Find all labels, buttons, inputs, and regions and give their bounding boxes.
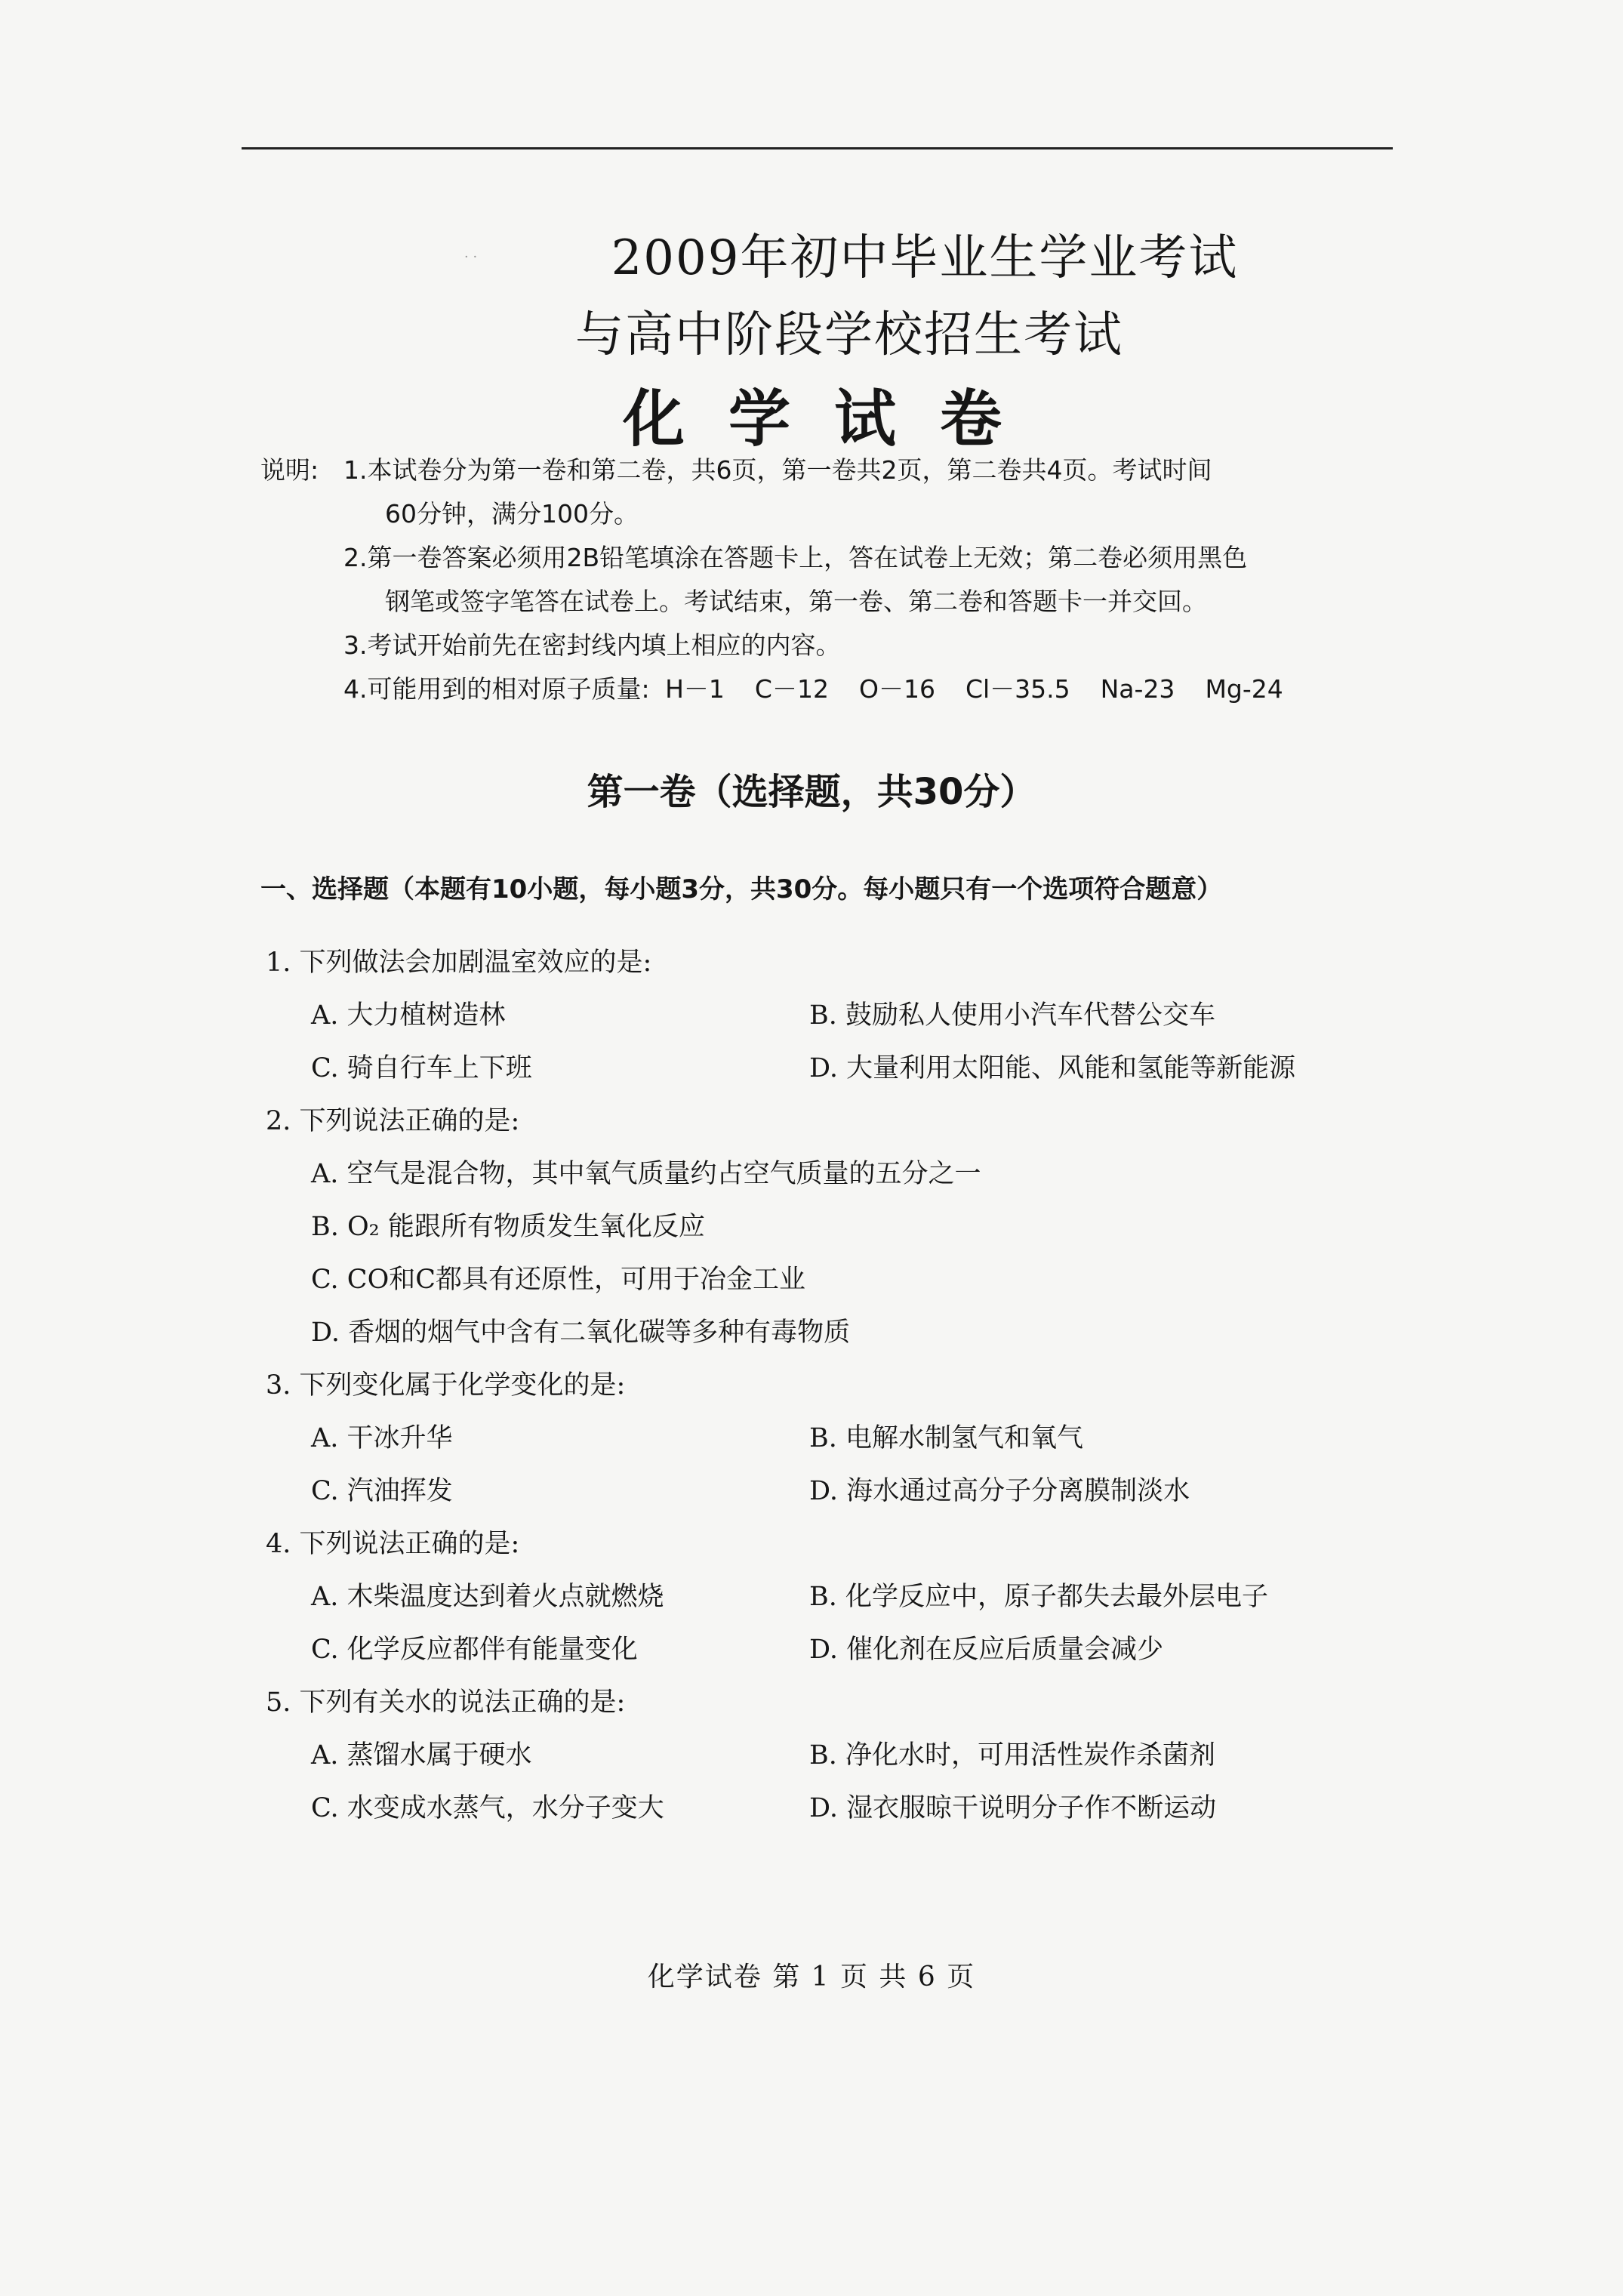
option-b: B. 电解水制氢气和氧气 bbox=[809, 1423, 1083, 1453]
option-a: A. 空气是混合物，其中氧气质量约占空气质量的五分之一 bbox=[311, 1159, 981, 1189]
instruction-3: 3.考试开始前先在密封线内填上相应的内容。 bbox=[343, 630, 841, 660]
instruction-1-line1: 1.本试卷分为第一卷和第二卷，共6页，第一卷共2页，第二卷共4页。考试时间 bbox=[343, 455, 1212, 485]
instructions-label: 说明: bbox=[260, 455, 319, 485]
option-grid bbox=[266, 1412, 1398, 1518]
question-3 bbox=[266, 1359, 1398, 1518]
question-5 bbox=[266, 1676, 1398, 1835]
option-d: D. 海水通过高分子分离膜制淡水 bbox=[809, 1476, 1190, 1506]
atomic-mass-list bbox=[665, 667, 1283, 711]
option-grid bbox=[266, 989, 1398, 1095]
option-a: A. 木柴温度达到着火点就燃烧 bbox=[311, 1582, 664, 1612]
atomic-mass-h: H－1 bbox=[665, 674, 725, 704]
option-c: C. 汽油挥发 bbox=[311, 1476, 453, 1506]
atomic-mass-c: C－12 bbox=[754, 674, 829, 704]
section1-heading: 一、选择题（本题有10小题，每小题3分，共30分。每小题只有一个选项符合题意） bbox=[260, 874, 1223, 905]
option-b: B. 化学反应中，原子都失去最外层电子 bbox=[809, 1582, 1268, 1612]
question-stem: 3. 下列变化属于化学变化的是: bbox=[266, 1370, 626, 1401]
instruction-4 bbox=[260, 667, 1393, 711]
top-rule bbox=[242, 147, 1393, 149]
atomic-mass-mg: Mg-24 bbox=[1205, 674, 1283, 704]
option-b: B. 净化水时，可用活性炭作杀菌剂 bbox=[809, 1740, 1215, 1771]
question-list bbox=[266, 936, 1398, 1835]
question-stem: 4. 下列说法正确的是: bbox=[266, 1529, 520, 1559]
atomic-mass-o: O－16 bbox=[858, 674, 935, 704]
instruction-2-line2: 钢笔或签字笔答在试卷上。考试结束，第一卷、第二卷和答题卡一并交回。 bbox=[385, 587, 1207, 616]
question-4 bbox=[266, 1518, 1398, 1676]
atomic-mass-cl: Cl－35.5 bbox=[965, 674, 1070, 704]
option-list bbox=[266, 1148, 1398, 1359]
option-c: C. CO和C都具有还原性，可用于冶金工业 bbox=[311, 1265, 806, 1295]
instruction-4-prefix: 4.可能用到的相对原子质量: bbox=[343, 674, 650, 704]
option-grid bbox=[266, 1729, 1398, 1835]
instruction-2-line1: 2.第一卷答案必须用2B铅笔填涂在答题卡上，答在试卷上无效；第二卷必须用黑色 bbox=[343, 543, 1248, 572]
instruction-1-line2: 60分钟，满分100分。 bbox=[385, 499, 639, 529]
question-1 bbox=[266, 936, 1398, 1095]
question-2 bbox=[266, 1095, 1398, 1359]
instructions-block bbox=[260, 448, 1393, 711]
question-stem: 1. 下列做法会加剧温室效应的是: bbox=[266, 948, 652, 978]
question-stem: 5. 下列有关水的说法正确的是: bbox=[266, 1687, 626, 1718]
question-stem: 2. 下列说法正确的是: bbox=[266, 1106, 520, 1136]
paper-title: 化学试卷 bbox=[622, 383, 1046, 455]
option-d: D. 香烟的烟气中含有二氧化碳等多种有毒物质 bbox=[311, 1318, 851, 1348]
option-d: D. 大量利用太阳能、风能和氢能等新能源 bbox=[809, 1053, 1296, 1083]
atomic-mass-na: Na-23 bbox=[1100, 674, 1175, 704]
option-d: D. 湿衣服晾干说明分子作不断运动 bbox=[809, 1793, 1217, 1823]
option-d: D. 催化剂在反应后质量会减少 bbox=[809, 1635, 1164, 1665]
option-a: A. 蒸馏水属于硬水 bbox=[311, 1740, 532, 1771]
option-a: A. 干冰升华 bbox=[311, 1423, 453, 1453]
option-c: C. 水变成水蒸气，水分子变大 bbox=[311, 1793, 664, 1823]
part1-title: 第一卷（选择题，共30分） bbox=[587, 771, 1036, 813]
page-footer: 化学试卷 第 1 页 共 6 页 bbox=[647, 1962, 976, 1992]
option-c: C. 骑自行车上下班 bbox=[311, 1053, 532, 1083]
exam-title-line1: 2009年初中毕业生学业考试 bbox=[611, 230, 1239, 286]
option-grid bbox=[266, 1570, 1398, 1676]
exam-title-line2: 与高中阶段学校招生考试 bbox=[575, 307, 1123, 363]
option-b: B. 鼓励私人使用小汽车代替公交车 bbox=[809, 1000, 1215, 1031]
option-b: B. O₂ 能跟所有物质发生氧化反应 bbox=[311, 1212, 705, 1242]
option-a: A. 大力植树造林 bbox=[311, 1000, 506, 1031]
scan-speck: · · bbox=[464, 249, 478, 265]
option-c: C. 化学反应都伴有能量变化 bbox=[311, 1635, 638, 1665]
